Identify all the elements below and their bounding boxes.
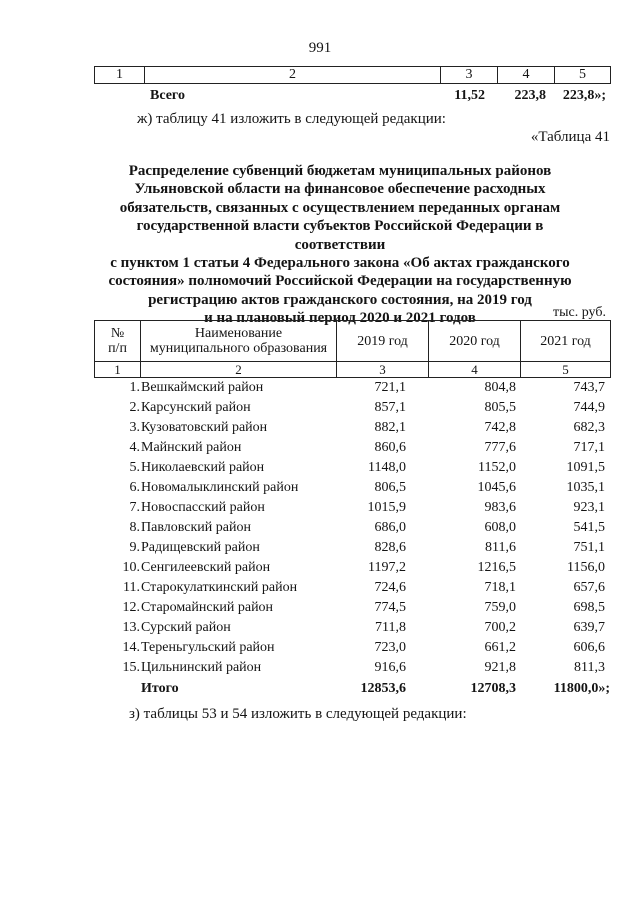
column-number: 5 xyxy=(555,67,611,84)
total-2019: 12853,6 xyxy=(360,681,406,696)
table-row: 8. Павловский район 686,0 608,0 541,5 xyxy=(129,520,605,535)
units-label: тыс. руб. xyxy=(553,305,606,320)
table-row: 11. Старокулаткинский район 724,6 718,1 657,6 xyxy=(123,580,605,595)
table-row: 5. Николаевский район 1148,0 1152,0 1091,5 xyxy=(129,460,605,475)
table-row: 15. Цильнинский район 916,6 921,8 811,3 xyxy=(122,660,605,675)
table-row: 3. Кузоватовский район 882,1 742,8 682,3 xyxy=(129,420,605,435)
column-number: 5 xyxy=(521,362,611,378)
title-line: регистрацию актов гражданского состояния, на 2019 год xyxy=(148,291,532,308)
title-line: Распределение субвенций бюджетам муниципальных районов xyxy=(128,163,552,179)
column-number: 4 xyxy=(429,362,521,378)
column-number: 2 xyxy=(141,362,337,378)
table-row: 10. Сенгилеевский район 1197,2 1216,5 1156,0 xyxy=(122,560,605,575)
table-row: 1. Вешкаймский район 721,1 804,8 743,7 xyxy=(129,380,605,395)
total-row xyxy=(0,679,640,699)
total-label: Всего xyxy=(150,88,185,103)
title-line: обязательств, связанных с осуществлением переданных органам xyxy=(119,199,561,216)
title-line: состояния» полномочий Российской Федерации на государственную xyxy=(108,273,572,290)
title-line: с пунктом 1 статьи 4 Федерального закона «Об актах гражданского xyxy=(110,255,570,272)
table-title xyxy=(90,162,590,328)
table-caption: «Таблица 41 xyxy=(530,129,610,145)
table-row: 4. Майнский район 860,6 777,6 717,1 xyxy=(129,440,605,455)
column-number: 1 xyxy=(95,67,145,84)
table-row: 7. Новоспасский район 1015,9 983,6 923,1 xyxy=(129,500,605,515)
total-value: 223,8 xyxy=(514,88,546,103)
table-row: 14. Тереньгульский район 723,0 661,2 606,6 xyxy=(122,640,605,655)
previous-table-header xyxy=(94,66,611,84)
page-number: 991 xyxy=(308,40,332,56)
total-label: Итого xyxy=(141,681,179,696)
column-number: 1 xyxy=(95,362,141,378)
column-number: 3 xyxy=(441,67,498,84)
title-line: и на плановый период 2020 и 2021 годов xyxy=(204,310,476,327)
subsidy-table-header xyxy=(94,320,611,378)
header-number: № п/п xyxy=(95,321,141,362)
amendment-paragraph: з) таблицы 53 и 54 изложить в следующей редакции: xyxy=(129,706,467,722)
header-2021: 2021 год xyxy=(521,321,611,362)
title-line: Ульяновской области на финансовое обеспечение расходных xyxy=(134,181,546,198)
header-2020: 2020 год xyxy=(429,321,521,362)
header-municipality: Наименование муниципального образования xyxy=(141,321,337,362)
table-row: 12. Старомайнский район 774,5 759,0 698,5 xyxy=(122,600,605,615)
table-row: 9. Радищевский район 828,6 811,6 751,1 xyxy=(129,540,605,555)
table-row: 2. Карсунский район 857,1 805,5 744,9 xyxy=(129,400,605,415)
column-number: 2 xyxy=(145,67,441,84)
total-value: 11,52 xyxy=(454,88,485,103)
column-number: 3 xyxy=(337,362,429,378)
total-value: 223,8»; xyxy=(562,88,606,103)
previous-table-total-row xyxy=(0,88,640,106)
column-number: 4 xyxy=(498,67,555,84)
title-line: государственной власти субъектов Российской Федерации в соответствии xyxy=(136,218,544,253)
table-row: 13. Сурский район 711,8 700,2 639,7 xyxy=(122,620,605,635)
total-2021: 11800,0»; xyxy=(553,681,610,696)
amendment-paragraph: ж) таблицу 41 изложить в следующей редакции: xyxy=(137,111,446,127)
header-2019: 2019 год xyxy=(337,321,429,362)
table-row: 6. Новомалыклинский район 806,5 1045,6 1035,1 xyxy=(129,480,605,495)
total-2020: 12708,3 xyxy=(470,681,516,696)
